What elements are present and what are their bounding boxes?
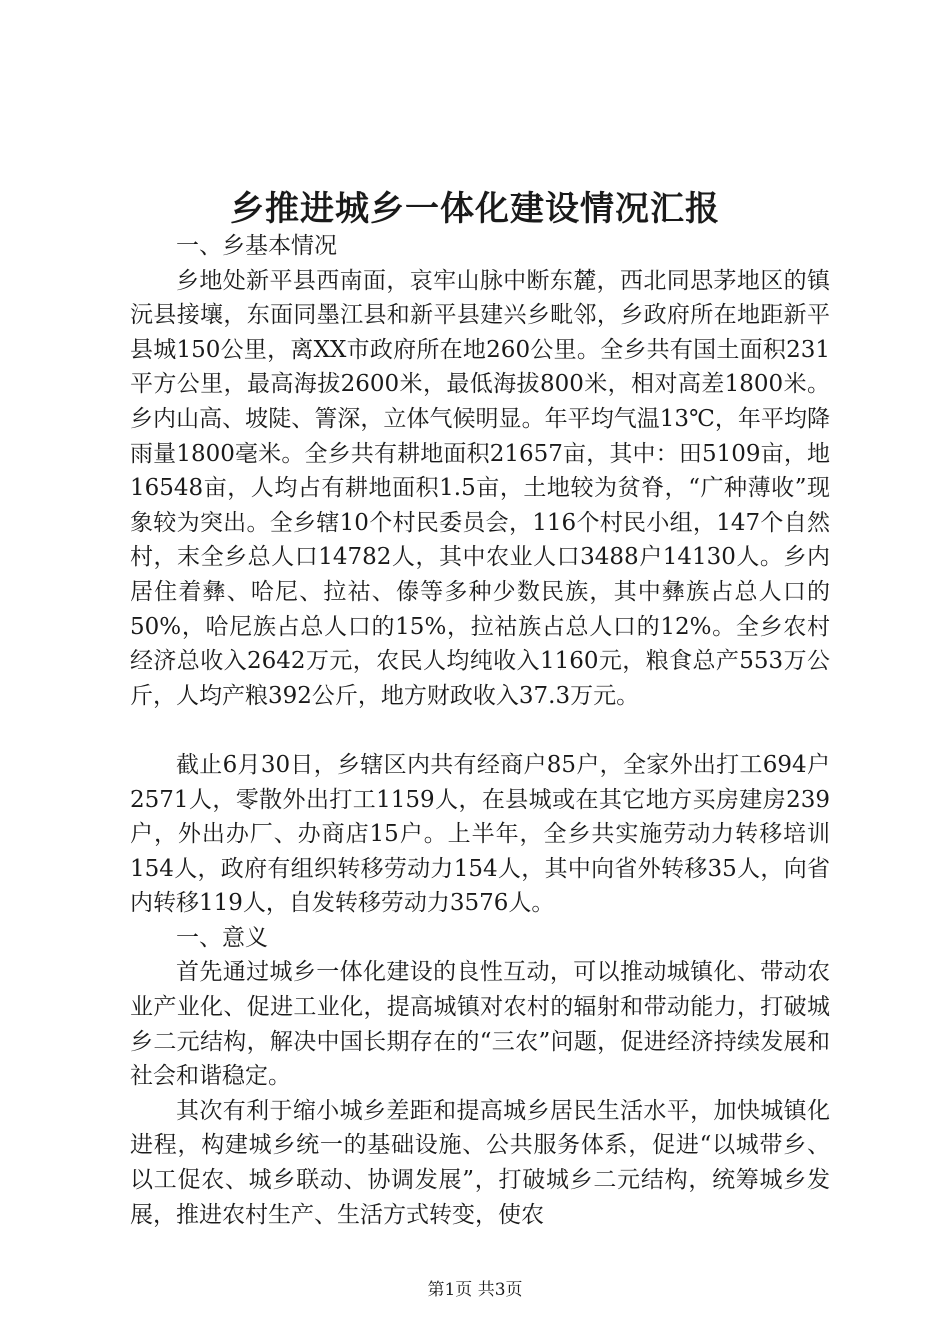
paragraph-gap (130, 713, 830, 748)
paragraph-labor-transfer: 截止6月30日，乡辖区内共有经商户85户，全家外出打工694户2571人，零散外出打工1159人，在县城或在其它地方买房建房239户，外出办厂、办商店15户。上半年，全乡共实施劳动力转移培训154人，政府有组织转移劳动力154人，其中向省外转移35人，向省内转移119人，自发转移劳动力3576人。 (130, 751, 830, 917)
document-title: 乡推进城乡一体化建设情况汇报 (230, 189, 720, 229)
paragraph-significance-first: 首先通过城乡一体化建设的良性互动，可以推动城镇化、带动农业产业化、促进工业化，提高城镇对农村的辐射和带动能力，打破城乡二元结构，解决中国长期存在的“三农”问题，促进经济持续发展和社会和谐稳定。 (130, 959, 830, 1090)
document-body (130, 229, 830, 1232)
section-heading-significance: 一、意义 (176, 924, 268, 951)
section-heading-basic-info: 一、乡基本情况 (176, 233, 337, 259)
page-footer: 第1页 共3页 (427, 1280, 523, 1300)
paragraph-overview: 乡地处新平县西南面，哀牢山脉中断东麓，西北同思茅地区的镇沅县接壤，东面同墨江县和新平县建兴乡毗邻，乡政府所在地距新平县城150公里，离XX市政府所在地260公里。全乡共有国土面积231平方公里，最高海拔2600米，最低海拔800米，相对高差1800米。乡内山高、坡陡、箐深，立体气候明显。年平均气温13℃，年平均降雨量1800毫米。全乡共有耕地面积21657亩，其中：田5109亩，地16548亩，人均占有耕地面积1.5亩，土地较为贫脊，“广种薄收”现象较为突出。全乡辖10个村民委员会，116个村民小组，147个自然村，末全乡总人口14782人，其中农业人口3488户14130人。乡内居住着彝、哈尼、拉祜、傣等多种少数民族，其中彝族占总人口的50%，哈尼族占总人口的15%，拉祜族占总人口的12%。全乡农村经济总收入2642万元，农民人均纯收入1160元，粮食总产553万公斤，人均产粮392公斤，地方财政收入37.3万元。 (130, 267, 830, 709)
paragraph-significance-second: 其次有利于缩小城乡差距和提高城乡居民生活水平，加快城镇化进程，构建城乡统一的基础设施、公共服务体系，促进“以城带乡、以工促农、城乡联动、协调发展”，打破城乡二元结构，统筹城乡发展，推进农村生产、生活方式转变，使农 (130, 1097, 830, 1228)
